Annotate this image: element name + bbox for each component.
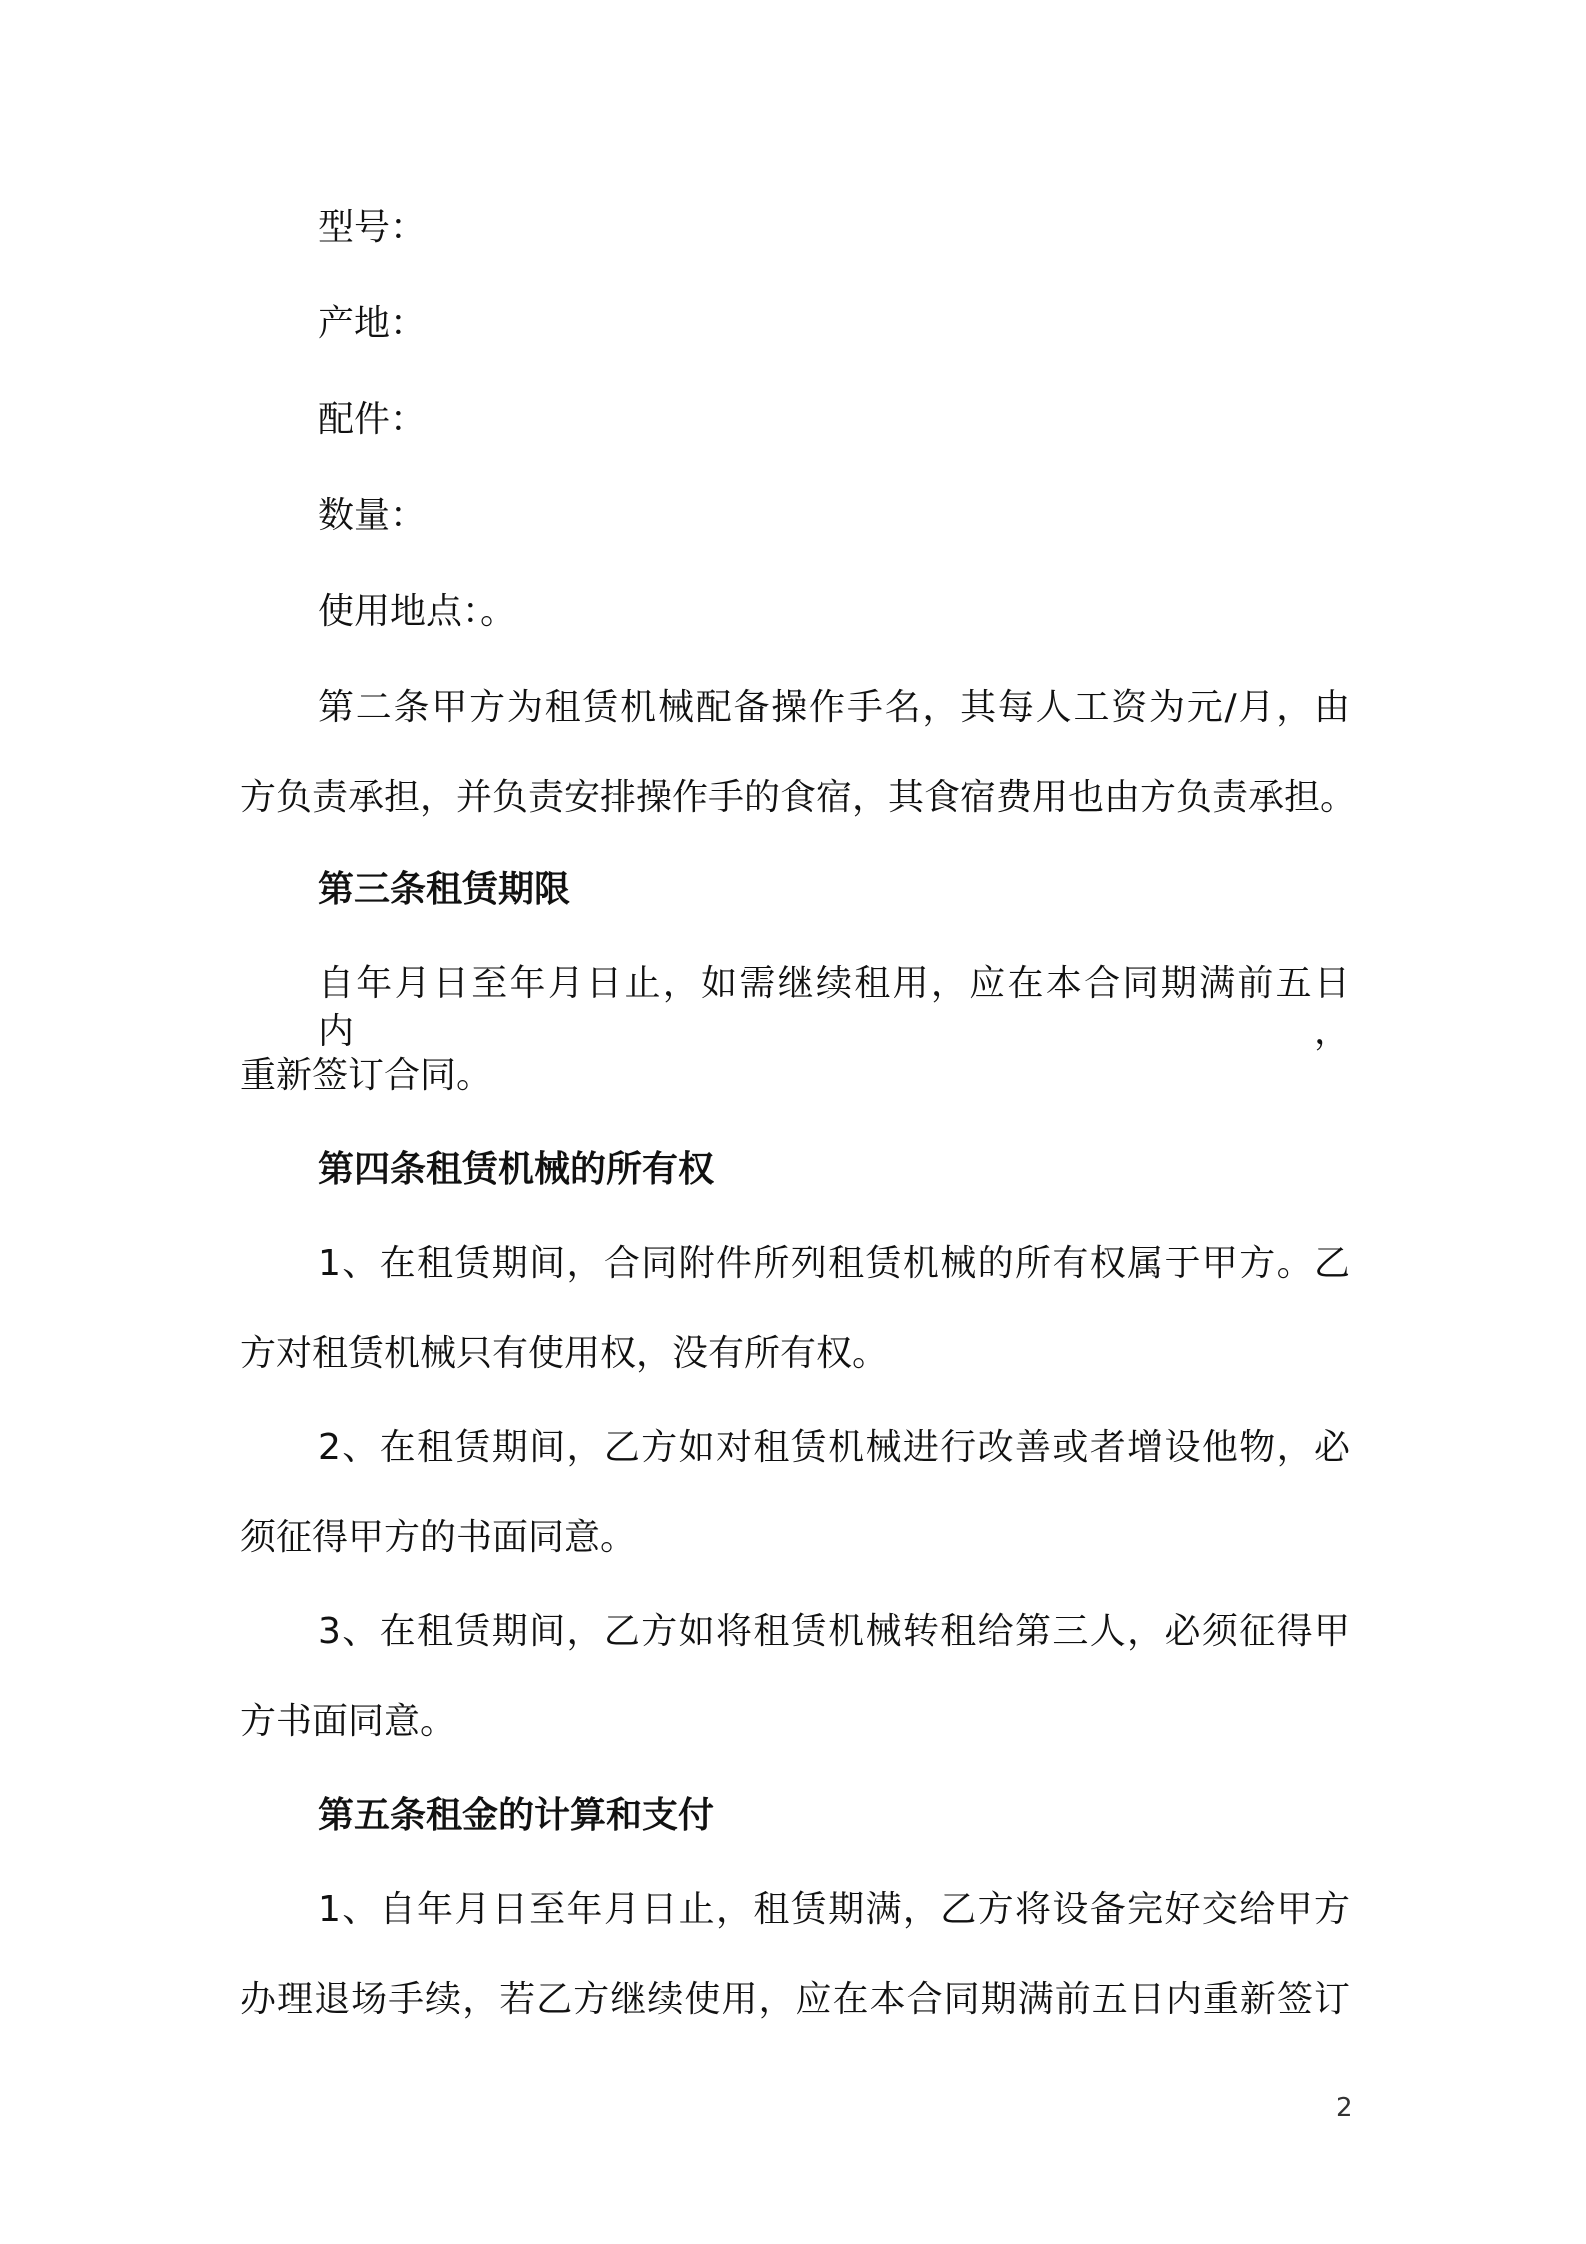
article-3-heading: 第三条租赁期限 [318, 869, 571, 910]
page-number: 2 [1336, 2093, 1353, 2123]
article-2-line-1: 第二条甲方为租赁机械配备操作手名，其每人工资为元/月，由 [318, 687, 1350, 728]
field-location: 使用地点：。 [318, 591, 517, 632]
article-5-item-1-line-2: 办理退场手续，若乙方继续使用，应在本合同期满前五日内重新签订 [240, 1979, 1350, 2020]
field-model: 型号： [318, 207, 427, 248]
article-4-heading: 第四条租赁机械的所有权 [318, 1149, 715, 1190]
article-3-line-2: 重新签订合同。 [240, 1055, 493, 1096]
article-4-item-1-line-2: 方对租赁机械只有使用权，没有所有权。 [240, 1333, 889, 1374]
field-accessories: 配件： [318, 399, 427, 440]
article-2-line-2: 方负责承担，并负责安排操作手的食宿，其食宿费用也由方负责承担。 [240, 777, 1357, 818]
article-4-item-1-line-1: 1、在租赁期间，合同附件所列租赁机械的所有权属于甲方。乙 [318, 1243, 1350, 1284]
article-4-item-3-line-2: 方书面同意。 [240, 1701, 457, 1742]
article-4-item-2-line-2: 须征得甲方的书面同意。 [240, 1517, 637, 1558]
field-quantity: 数量： [318, 495, 427, 536]
article-4-item-2-line-1: 2、在租赁期间，乙方如对租赁机械进行改善或者增设他物，必 [318, 1427, 1350, 1468]
article-5-heading: 第五条租金的计算和支付 [318, 1795, 715, 1836]
article-3-line-1: 自年月日至年月日止，如需继续租用，应在本合同期满前五日内， [318, 963, 1350, 1052]
article-4-item-3-line-1: 3、在租赁期间，乙方如将租赁机械转租给第三人，必须征得甲 [318, 1611, 1350, 1652]
article-5-item-1-line-1: 1、自年月日至年月日止，租赁期满，乙方将设备完好交给甲方 [318, 1889, 1350, 1930]
field-origin: 产地： [318, 303, 427, 344]
